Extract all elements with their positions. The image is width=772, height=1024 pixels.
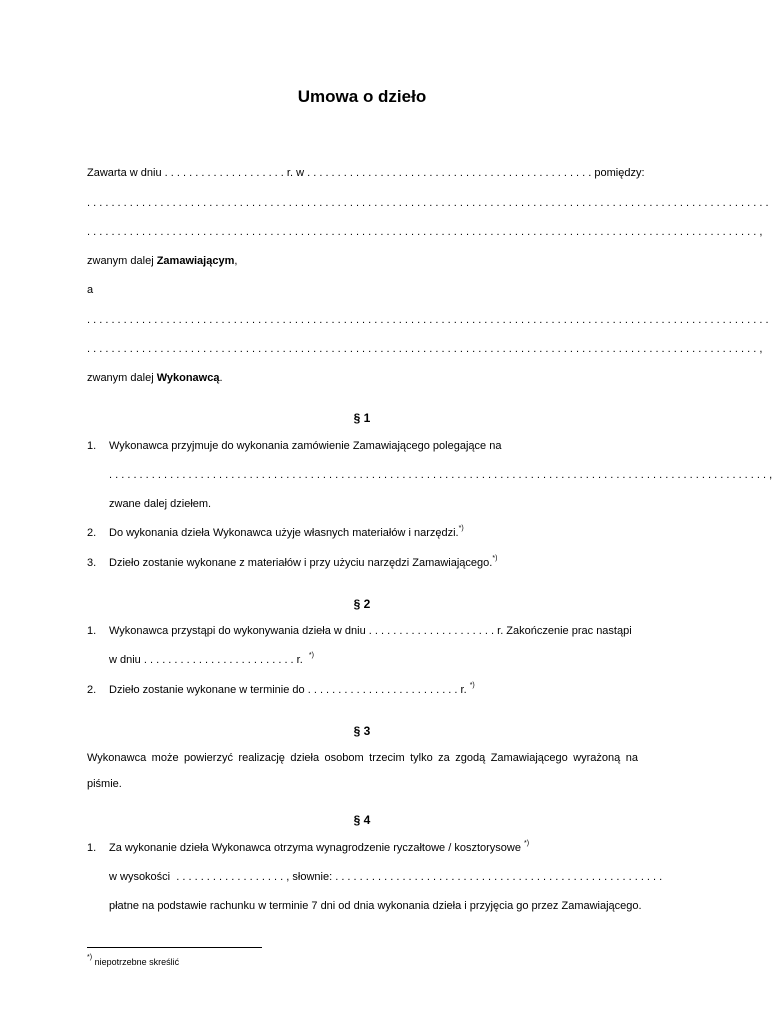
s2-item1-rest: r. Zakończenie prac nastąpi (497, 625, 632, 637)
zwanym-dalej-text: zwanym dalej (87, 372, 154, 384)
s4-item1-number: 1. (87, 842, 97, 854)
s1-item2-line (109, 526, 638, 540)
intro-r-w: r. w (286, 167, 305, 179)
s1-item3-number: 3. (87, 557, 97, 569)
s2-item2-text: Dzieło zostanie wykonane w terminie do (109, 684, 305, 696)
s2-item2-number: 2. (87, 684, 97, 696)
section-2-heading: § 2 (353, 597, 371, 611)
footnote-mark: *) (524, 840, 530, 847)
intro-line (87, 166, 645, 180)
s2-item1-wdniu: w dniu (109, 654, 141, 666)
footnote-mark: *) (87, 954, 93, 961)
period: . (219, 372, 223, 384)
s1-item1-zwane: zwane dalej dziełem. (109, 498, 212, 510)
s2-item1-line2 (109, 653, 638, 667)
s1-item1-text: Wykonawca przyjmuje do wykonania zamówienie Zamawiającego polegające na (109, 440, 502, 452)
s2-item1-number: 1. (87, 625, 97, 637)
zamawiajacym-label: Zamawiającym (156, 255, 235, 267)
a-line: a (87, 284, 94, 296)
footnote-divider (87, 947, 262, 948)
s2-item2-line (109, 683, 638, 697)
s1-item3-line (109, 556, 638, 570)
s4-amount-placeholder: . . . . . . . . . . . . . . . . . . , (176, 871, 290, 883)
intro-zawarta: Zawarta w dniu (87, 167, 162, 179)
footnote-mark: *) (308, 652, 314, 659)
s3-line-2: piśmie. (87, 778, 122, 790)
s3-line-1: Wykonawca może powierzyć realizację dzieła osobom trzecim tylko za zgodą Zamawiającego wyrażoną na (87, 752, 638, 764)
footnote-mark: *) (492, 555, 498, 562)
footnote (87, 956, 179, 968)
party1-line-1: . . . . . . . . . . . . . . . . . . . . . . . . . . . . . . . . . . . . . . . . . . . . . . . . . . . . . . . . . . . . . . . . . . . . . . . . . . . . . . . . . . . . . . . . . . . . . . . . . . . . . . . . . . . . . . . . (87, 197, 769, 209)
s1-item3-text: Dzieło zostanie wykonane z materiałów i przy użyciu narzędzi Zamawiającego. (109, 557, 493, 569)
footnote-mark: *) (458, 525, 464, 532)
s4-item1-text: Za wykonanie dzieła Wykonawca otrzyma wynagrodzenie ryczałtowe / kosztorysowe (109, 842, 521, 854)
date-placeholder: . . . . . . . . . . . . . . . . . . . . (164, 167, 284, 179)
footnote-mark: *) (469, 682, 475, 689)
section-4-heading: § 4 (353, 813, 371, 827)
s4-slownie: słownie: (292, 871, 333, 883)
footnote-text: niepotrzebne skreślić (94, 957, 180, 967)
wykonawca-label: Wykonawcą (156, 372, 220, 384)
s2-end-date-placeholder: . . . . . . . . . . . . . . . . . . . . . . . . . r. (143, 654, 303, 666)
zwanym-dalej-text: zwanym dalej (87, 255, 154, 267)
s1-item2-text: Do wykonania dzieła Wykonawca użyje własnych materiałów i narzędzi. (109, 527, 459, 539)
s2-item1-text: Wykonawca przystąpi do wykonywania dzieła w dniu (109, 625, 366, 637)
section-1-heading: § 1 (353, 411, 371, 425)
place-placeholder: . . . . . . . . . . . . . . . . . . . . . . . . . . . . . . . . . . . . . . . . . . . . . . . (307, 167, 592, 179)
s4-amount-line (109, 870, 663, 884)
s4-platne: płatne na podstawie rachunku w terminie 7 dni od dnia wykonania dzieła i przyjęcia go przez Zamawiającego. (109, 900, 642, 912)
document-title: Umowa o dzieło (297, 87, 427, 106)
intro-pomiedzy: pomiędzy: (594, 167, 645, 179)
s1-item2-number: 2. (87, 527, 97, 539)
s1-item1-number: 1. (87, 440, 97, 452)
s4-wysokosci: w wysokości (109, 871, 171, 883)
s2-item1-line (109, 624, 638, 638)
wykonawca-line (87, 371, 638, 385)
s4-item1-line (109, 841, 638, 855)
section-3-heading: § 3 (353, 724, 371, 738)
s2-deadline-placeholder: . . . . . . . . . . . . . . . . . . . . . . . . . r. (307, 684, 467, 696)
party2-line-1: . . . . . . . . . . . . . . . . . . . . . . . . . . . . . . . . . . . . . . . . . . . . . . . . . . . . . . . . . . . . . . . . . . . . . . . . . . . . . . . . . . . . . . . . . . . . . . . . . . . . . . . . . . . . . . . . (87, 314, 769, 326)
party1-line-2: . . . . . . . . . . . . . . . . . . . . . . . . . . . . . . . . . . . . . . . . . . . . . . . . . . . . . . . . . . . . . . . . . . . . . . . . . . . . . . . . . . . . . . . . . . . . . . . . . . . . . . . . . . . . . . , (87, 226, 763, 238)
s2-start-date-placeholder: . . . . . . . . . . . . . . . . . . . . . (368, 625, 495, 637)
zamawiajacy-line (87, 254, 638, 268)
s4-words-placeholder: . . . . . . . . . . . . . . . . . . . . . . . . . . . . . . . . . . . . . . . . . . . . . . . . . . . . . . (335, 871, 663, 883)
s1-item1-dots: . . . . . . . . . . . . . . . . . . . . . . . . . . . . . . . . . . . . . . . . . . . . . . . . . . . . . . . . . . . . . . . . . . . . . . . . . . . . . . . . . . . . . . . . . . . . . . . . . . . . . . . . . . . . , (109, 469, 772, 481)
party2-line-2: . . . . . . . . . . . . . . . . . . . . . . . . . . . . . . . . . . . . . . . . . . . . . . . . . . . . . . . . . . . . . . . . . . . . . . . . . . . . . . . . . . . . . . . . . . . . . . . . . . . . . . . . . . . . . . , (87, 343, 763, 355)
comma: , (234, 255, 238, 267)
